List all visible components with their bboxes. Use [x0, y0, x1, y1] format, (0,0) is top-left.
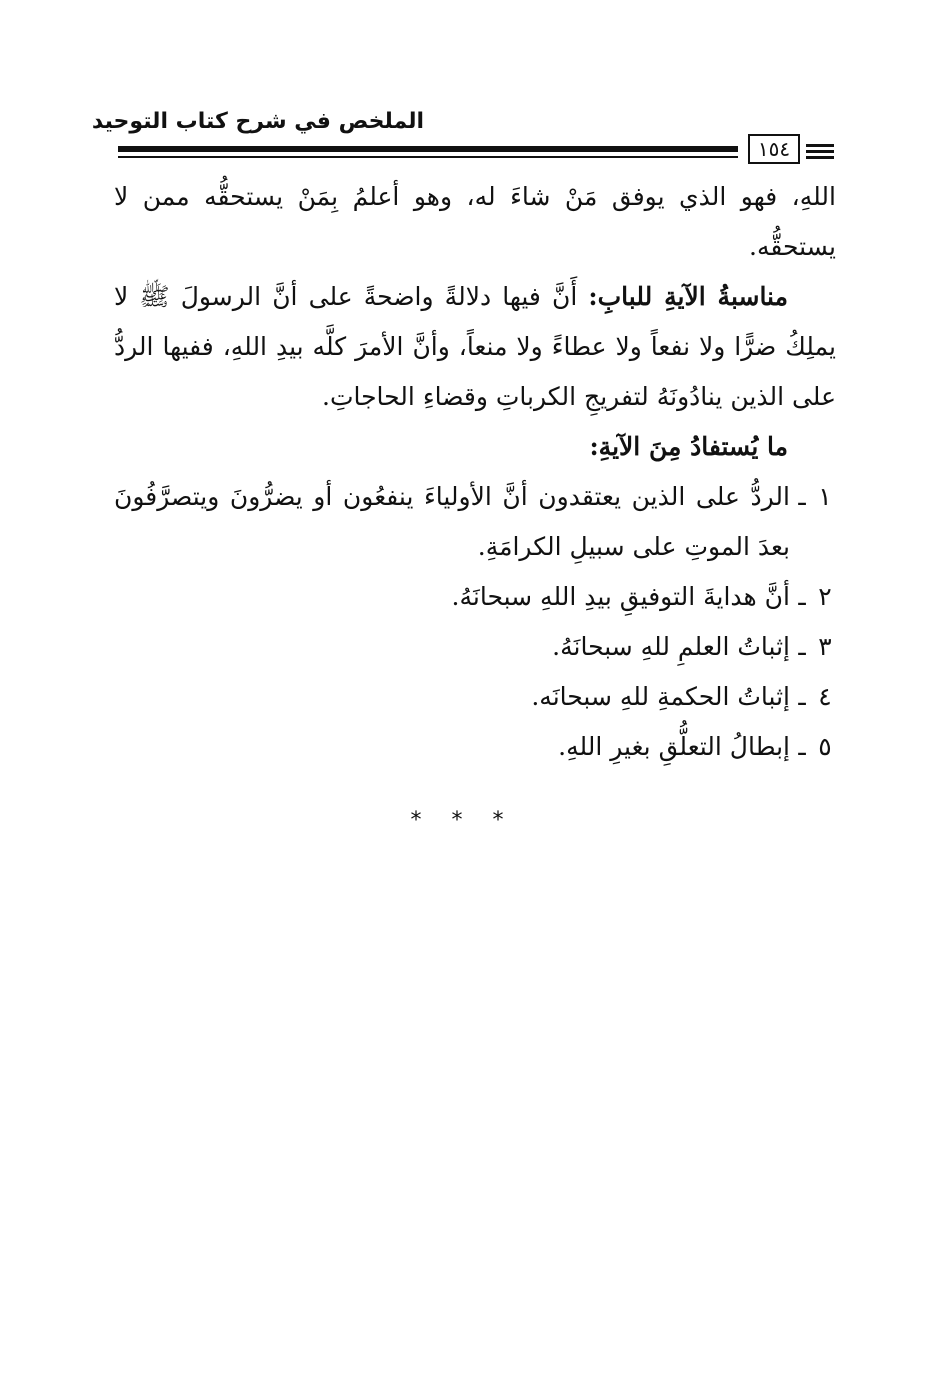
list-item	[114, 572, 836, 622]
page-number: ١٥٤	[748, 134, 800, 164]
list-item	[114, 722, 836, 772]
list-item-text: إثباتُ العلمِ للهِ سبحانَهُ.	[552, 632, 790, 661]
header-rule-right-2	[806, 150, 834, 153]
page-body	[114, 172, 836, 772]
list-item-dash: ـ	[798, 732, 806, 761]
header-rule-right-3	[806, 156, 834, 159]
asterisk-icon: *	[410, 808, 452, 833]
relevance-heading: مناسبةُ الآيةِ للبابِ:	[588, 282, 788, 311]
list-item-text: أنَّ هدايةَ التوفيقِ بيدِ اللهِ سبحانَهُ.	[451, 582, 790, 611]
list-item	[114, 472, 836, 572]
list-item-dash: ـ	[798, 582, 806, 611]
section-separator	[372, 808, 572, 844]
list-item-number: ١	[818, 482, 832, 511]
list-item-number: ٢	[818, 582, 832, 611]
list-item-text: إثباتُ الحكمةِ للهِ سبحانَه.	[531, 682, 790, 711]
list-item-dash: ـ	[798, 482, 806, 511]
list-item-number: ٣	[818, 632, 832, 661]
asterisk-icon: *	[451, 808, 493, 833]
header-rule-thin	[118, 156, 738, 158]
list-item-number: ٥	[818, 732, 832, 761]
asterisk-icon: *	[492, 808, 534, 833]
intro-paragraph: اللهِ، فهو الذي يوفق مَنْ شاءَ له، وهو أعلمُ بِمَنْ يستحقُّه ممن لا يستحقُّه.	[114, 182, 836, 261]
relevance-paragraph	[114, 272, 836, 422]
list-item	[114, 672, 836, 722]
relevance-text: أَنَّ فيها دلالةً واضحةً على أنَّ الرسولَ ﷺ لا يملِكُ ضرًّا ولا نفعاً ولا عطاءً ولا منعاً، وأنَّ الأمرَ كلَّه بيدِ اللهِ، ففيها الردُّ على الذين ينادُونَهُ لتفريجِ الكرباتِ وقضاءِ الحاجاتِ.	[114, 282, 836, 411]
list-item-number: ٤	[818, 682, 832, 711]
benefits-heading: ما يُستفادُ مِنَ الآيةِ:	[589, 432, 788, 461]
list-item-dash: ـ	[798, 682, 806, 711]
benefits-list	[114, 472, 836, 772]
list-item	[114, 622, 836, 672]
header-rule-right-1	[806, 144, 834, 147]
header-rule-thick	[118, 146, 738, 152]
list-item-text: الردُّ على الذين يعتقدون أنَّ الأولياءَ ينفعُون أو يضرُّونَ ويتصرَّفُونَ بعدَ الموتِ على سبيلِ الكرامَةِ.	[114, 482, 790, 561]
list-item-dash: ـ	[798, 632, 806, 661]
list-item-text: إبطالُ التعلُّقِ بغيرِ اللهِ.	[558, 732, 790, 761]
running-header-title: الملخص في شرح كتاب التوحيد	[91, 109, 424, 134]
